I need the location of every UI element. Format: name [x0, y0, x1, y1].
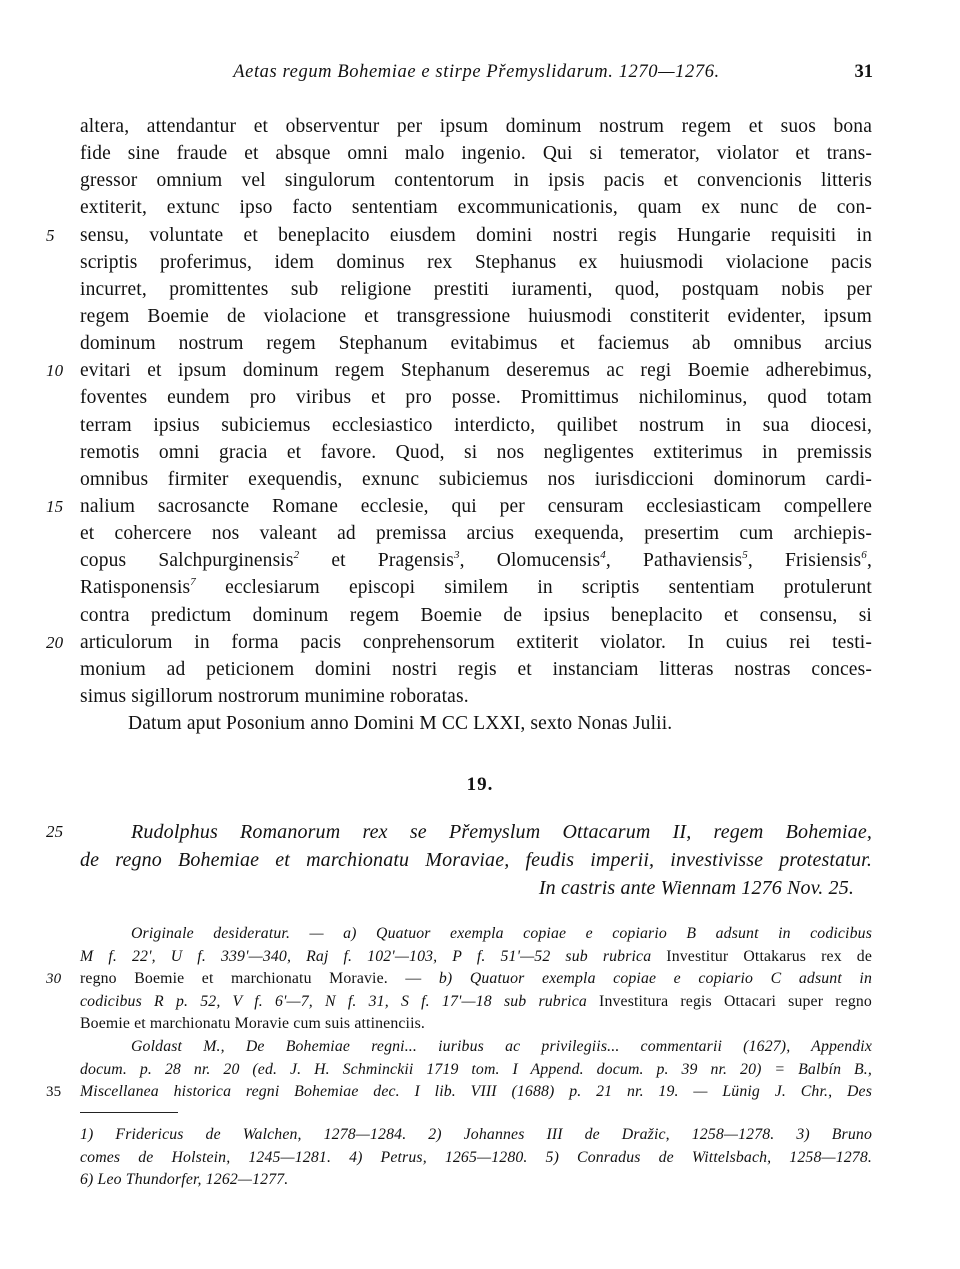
text-line: fide sine fraude et absque omni malo ingenio. Qui si temerator, violator et trans-	[80, 143, 872, 165]
footnote-marker: 2	[293, 549, 300, 562]
footnote-marker: 3	[453, 549, 460, 562]
text-fragment: ,	[866, 550, 872, 572]
line-number: 5	[46, 225, 55, 245]
notes-fragment: regno Boemie et marchionatu Moravie. —	[80, 970, 439, 988]
notes-fragment: codicibus R p. 52, V f. 6'—7, N f. 31, S f. 17'—18 sub rubrica	[80, 992, 587, 1010]
line-number: 20	[46, 632, 64, 652]
line-number: 25	[46, 822, 64, 841]
text-line-20	[46, 629, 872, 656]
text-fragment: Ratisponensis	[80, 577, 191, 599]
footnote-line: comes de Holstein, 1245—1281. 4) Petrus, 1265—1280. 5) Conradus de Wittelsbach, 1258—1278.	[80, 1148, 872, 1166]
text-line-content: sensu, voluntate et beneplacito eiusdem domini nostri regis Hungarie requisiti in	[80, 224, 872, 246]
page-number: 31	[854, 62, 873, 82]
text-line: monium ad peticionem domini nostri regis et instanciam litteras nostras conces-	[80, 658, 872, 680]
notes-fragment: Investitura regis Ottacari super regno	[586, 992, 872, 1010]
text-line: omnibus firmiter exequendis, exnunc subiciemus nos iurisdiccioni dominorum cardi-	[80, 468, 872, 490]
apparatus-notes	[46, 923, 872, 1104]
running-header	[80, 62, 873, 90]
text-fragment: copus Salchpurginensis	[80, 550, 294, 572]
text-line: contra predictum dominum regem Boemie de ipsius beneplacito et consensu, si	[80, 604, 872, 626]
regest-text: Rudolphus Romanorum rex se Přemyslum Ottacarum II, regem Bohemiae,	[131, 821, 872, 843]
notes-fragment: Miscellanea historica regni Bohemiae dec. I lib. VIII (1688) p. 21 nr. 19. — Lünig J. Chr., Des	[80, 1083, 872, 1101]
text-fragment: , Frisiensis	[747, 550, 862, 572]
regest-date: In castris ante Wiennam 1276 Nov. 25.	[538, 877, 854, 899]
notes-line-35	[46, 1081, 872, 1104]
regest	[46, 818, 872, 902]
text-fragment: , Pathaviensis	[605, 550, 743, 572]
line-number: 15	[46, 496, 64, 516]
main-text	[46, 113, 872, 737]
regest-line: de regno Bohemiae et marchionatu Moraviae, feudis imperii, investivisse protestatur.	[80, 849, 872, 871]
footnote-marker: 5	[742, 549, 748, 562]
text-fragment: ecclesiarum episcopi similem in scriptis sententiam protulerunt	[195, 577, 872, 599]
footnote-line: 1) Fridericus de Walchen, 1278—1284. 2) Johannes III de Dražic, 1258—1278. 3) Bruno	[80, 1126, 872, 1143]
notes-line: Boemie et marchionatu Moravie cum suis attinenciis.	[80, 1015, 425, 1033]
text-line: dominum nostrum regem Stephanum evitabimus et faciemus ab omnibus arcius	[80, 333, 872, 355]
text-line-content: articulorum in forma pacis conprehensorum extiterit violator. In cuius rei testi-	[80, 631, 872, 653]
line-number: 35	[46, 1084, 62, 1101]
text-line: incurret, promittentes sub religione prestiti iuramenti, quod, postquam nobis per	[80, 278, 872, 300]
text-fragment: , Olomucensis	[459, 550, 601, 572]
notes-line	[80, 991, 872, 1014]
text-line: altera, attendantur et observentur per ipsum dominum nostrum regem et suos bona	[80, 116, 872, 137]
regest-line	[46, 818, 872, 846]
text-line: regem Boemie de violacione et transgressione huiusmodi constiterit evidenter, ipsum	[80, 305, 872, 327]
text-fragment: et Pragensis	[299, 550, 454, 572]
text-line	[80, 574, 872, 601]
text-line: gressor omnium vel singulorum contentorum in ipsis pacis et convencionis litteris	[80, 170, 872, 192]
footnote-marker: 7	[190, 576, 196, 589]
notes-fragment: b) Quatuor exempla copiae e copiario C adsunt in	[438, 970, 872, 988]
text-line-5	[46, 222, 872, 249]
footnote-marker: 4	[600, 549, 606, 562]
text-line: terram ipsius subiciemus ecclesiastico interdicto, quilibet nostrum in sua diocesi,	[80, 414, 872, 436]
footnote-marker: 6	[861, 549, 867, 562]
text-line-10	[46, 357, 872, 384]
notes-line: Goldast M., De Bohemiae regni... iuribus ac privilegiis... commentarii (1627), Appendix	[131, 1037, 872, 1055]
text-line: simus sigillorum nostrorum munimine roboratas.	[80, 685, 469, 707]
text-line: remotis omni gracia et favore. Quod, si nos negligentes extiterimus in premissis	[80, 441, 872, 463]
notes-line	[80, 946, 872, 969]
line-number: 30	[46, 971, 62, 988]
footnote-line: 6) Leo Thundorfer, 1262—1277.	[80, 1171, 289, 1189]
text-line	[80, 547, 872, 574]
datum-line: Datum aput Posonium anno Domini M CC LXXI, sexto Nonas Julii.	[128, 713, 673, 735]
notes-fragment: M f. 22', U f. 339'—340, Raj f. 102'—103, P f. 51'—52 sub rubrica	[80, 947, 652, 965]
notes-line	[46, 968, 872, 991]
footnotes	[80, 1124, 872, 1192]
document-number: 19.	[466, 774, 494, 795]
text-line-15	[46, 493, 872, 520]
text-line: et cohercere nos valeant ad premissa arcius exequenda, presertim cum archiepis-	[80, 523, 872, 545]
running-title: Aetas regum Bohemiae e stirpe Přemyslidarum. 1270—1276.	[233, 62, 720, 82]
notes-fragment: Investitur Ottakarus rex de	[651, 947, 872, 965]
notes-line: Originale desideratur. — a) Quatuor exempla copiae e copiario B adsunt in codicibus	[131, 925, 872, 942]
text-line: foventes eundem pro viribus et pro posse. Promittimus nichilominus, quod totam	[80, 387, 872, 409]
text-line-content: evitari et ipsum dominum regem Stephanum deseremus ac regi Boemie adherebimus,	[80, 360, 872, 382]
text-line: scriptis proferimus, idem dominus rex Stephanus ex huiusmodi violacione pacis	[80, 251, 872, 273]
line-number: 10	[46, 361, 64, 381]
text-line: extiterit, extunc ipso facto sententiam excommunicationis, quam ex nunc de con-	[80, 197, 872, 219]
text-line-content: nalium sacrosancte Romane ecclesie, qui per censuram ecclesiasticam compellere	[80, 495, 872, 517]
footnote-divider	[80, 1112, 178, 1113]
notes-line: docum. p. 28 nr. 20 (ed. J. H. Schminckii 1719 tom. I Append. docum. p. 39 nr. 20) = Balbín B.,	[80, 1060, 872, 1078]
